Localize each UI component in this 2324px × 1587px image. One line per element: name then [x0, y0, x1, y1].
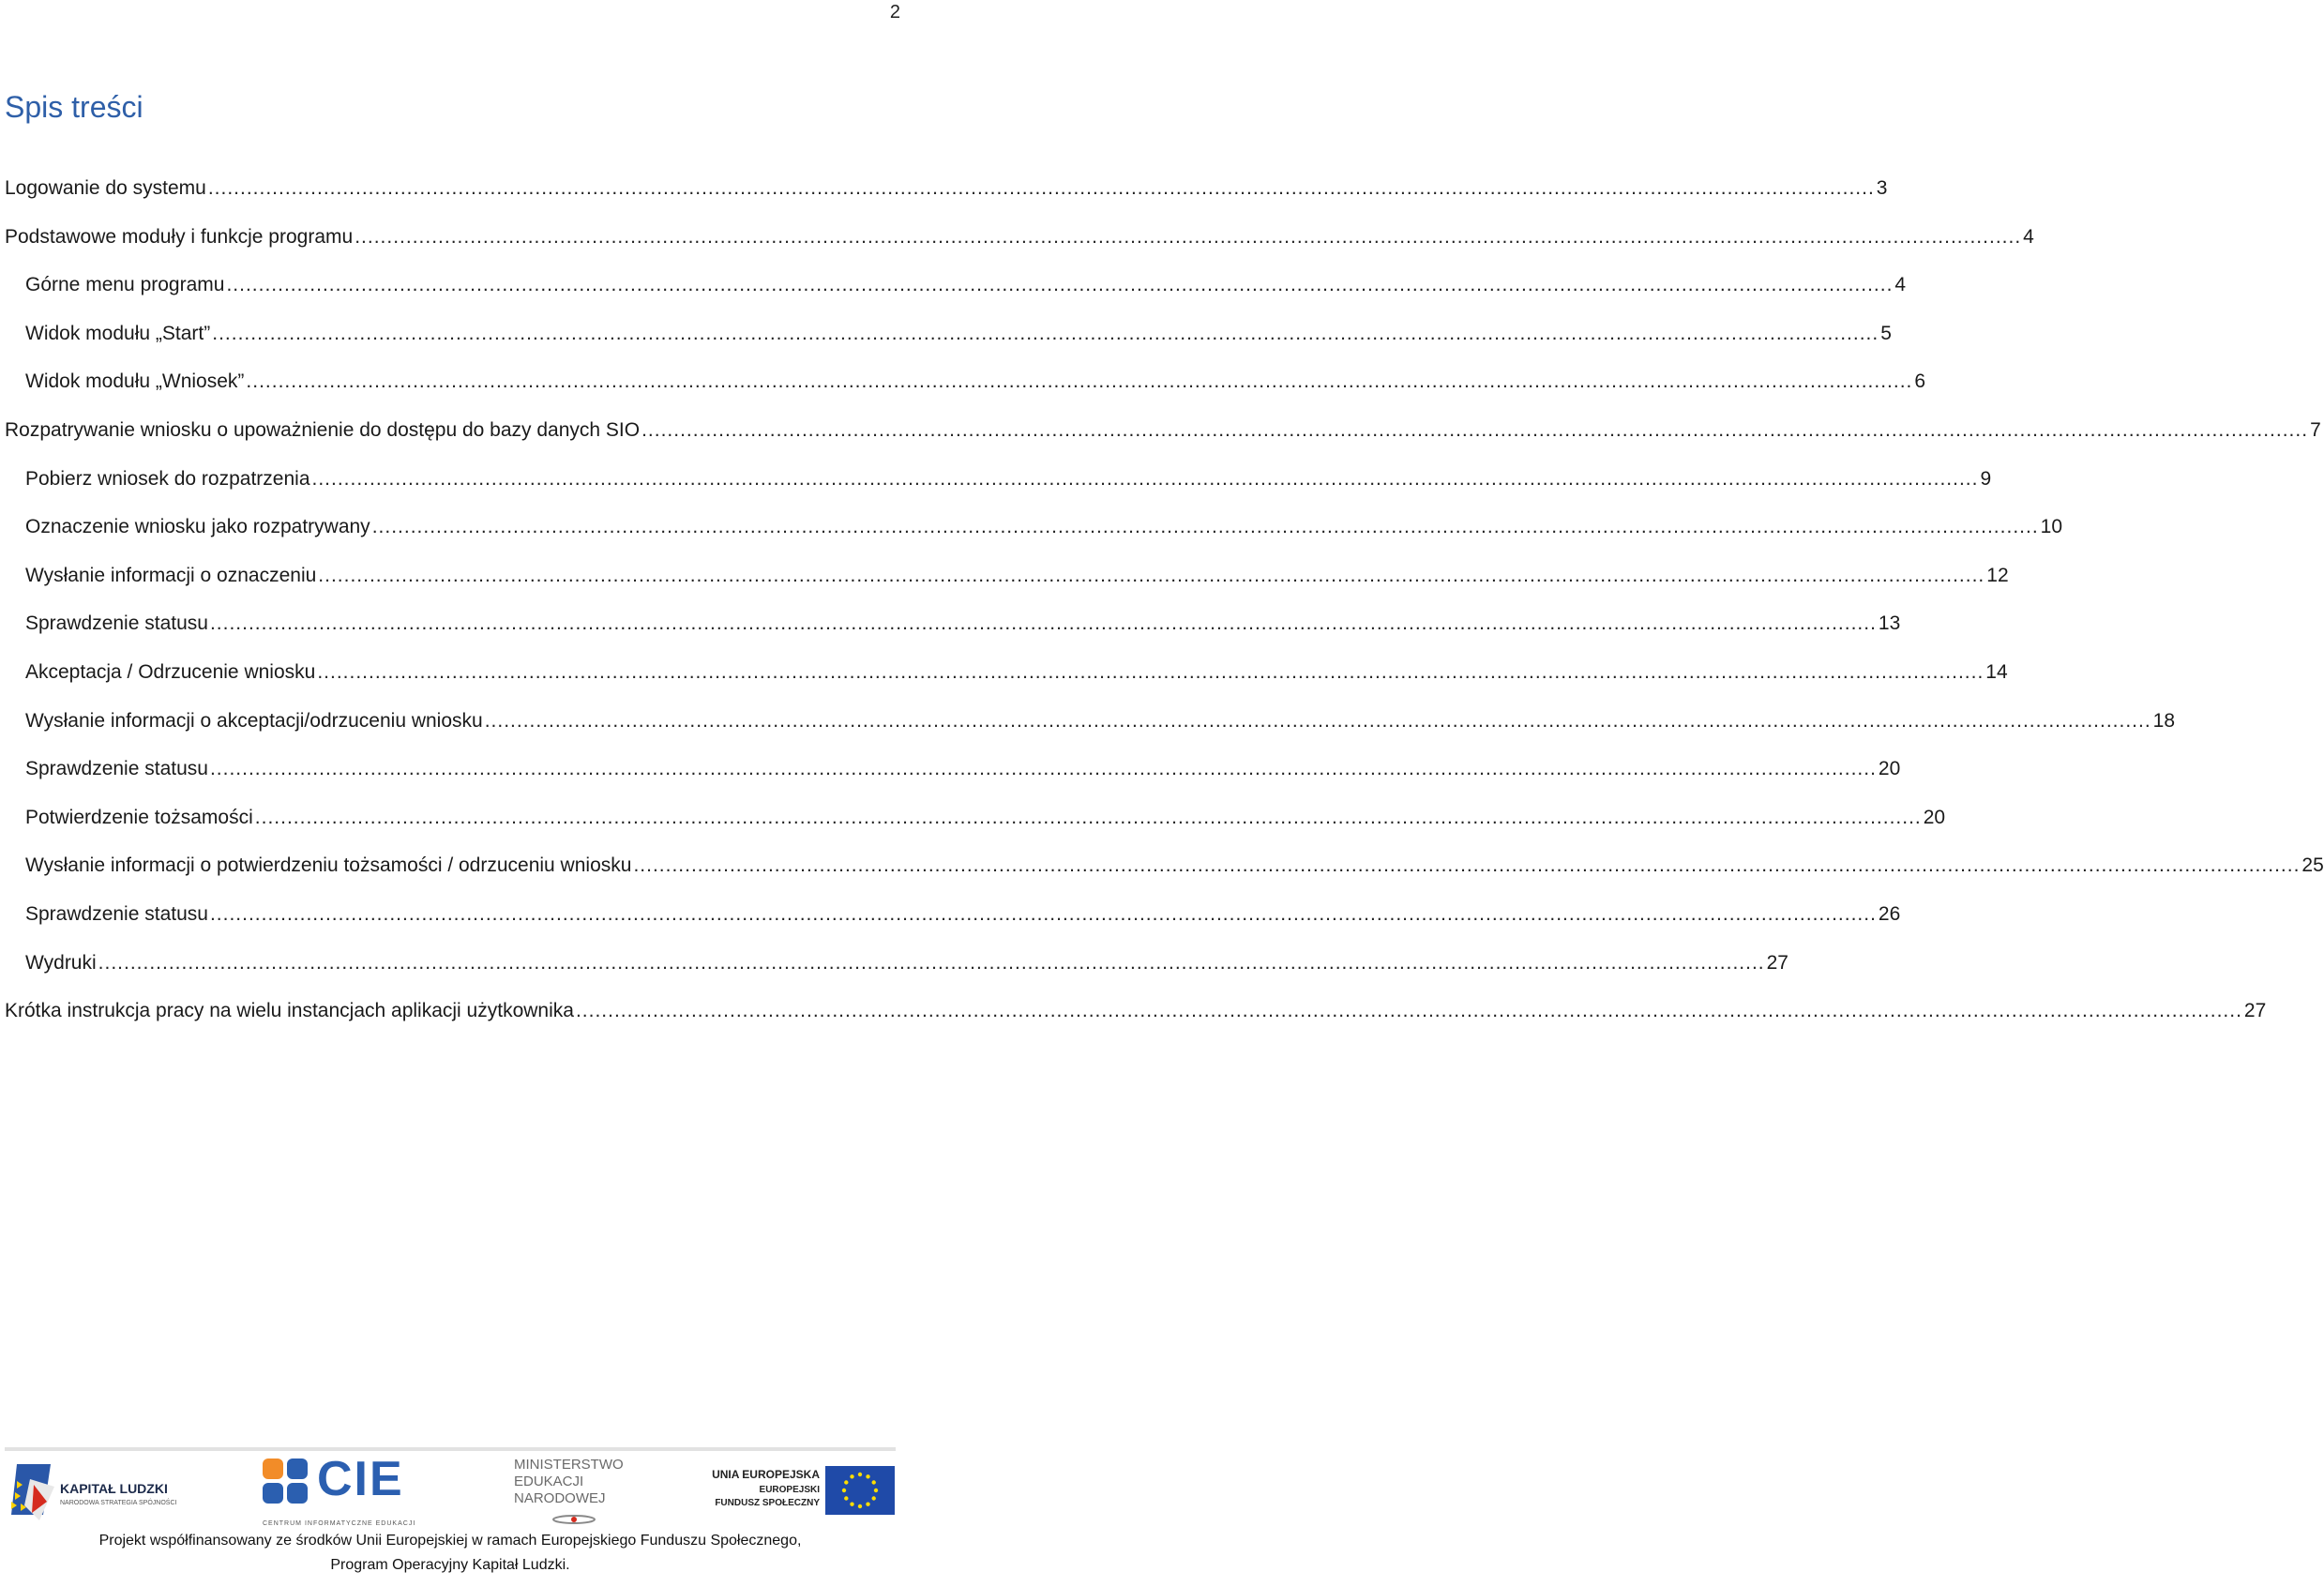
men-logo: [514, 1457, 655, 1535]
toc-dot-leader: ....................................................................................................................................................................................................................................................................: [633, 854, 2301, 877]
toc-entry-page: 25: [2301, 854, 2324, 877]
toc-entry-page: 20: [1878, 758, 1901, 780]
eu-line3: FUNDUSZ SPOŁECZNY: [715, 1498, 820, 1508]
toc-entry-title: Potwierdzenie tożsamości: [25, 799, 255, 837]
toc-entry-title: Akceptacja / Odrzucenie wniosku: [25, 654, 317, 691]
toc-dot-leader: ....................................................................................................................................................................................................................................................................: [98, 951, 1765, 974]
toc-entry-title: Rozpatrywanie wniosku o upoważnienie do dostępu do bazy danych SIO: [5, 412, 641, 449]
eu-star-icon: [844, 1496, 848, 1500]
cie-title: CIE: [317, 1452, 404, 1506]
toc-dot-leader: ....................................................................................................................................................................................................................................................................: [484, 709, 2151, 732]
toc-dot-leader: ....................................................................................................................................................................................................................................................................: [209, 758, 1877, 780]
toc-dot-leader: ....................................................................................................................................................................................................................................................................: [209, 612, 1877, 635]
cie-subtitle: CENTRUM INFORMATYCZNE EDUKACJI: [263, 1520, 416, 1527]
footer-line2: Program Operacyjny Kapitał Ludzki.: [330, 1557, 570, 1573]
toc-entry-page: 4: [2023, 225, 2034, 248]
footer-logos: [0, 1447, 900, 1541]
toc-entry-page: 20: [1923, 806, 1946, 828]
toc-dot-leader: ....................................................................................................................................................................................................................................................................: [318, 564, 1985, 586]
toc-entry-title: Wysłanie informacji o potwierdzeniu tożsamości / odrzuceniu wniosku: [25, 847, 633, 884]
toc-entry-title: Górne menu programu: [25, 266, 226, 304]
toc-entry-page: 27: [1766, 951, 1788, 974]
toc-entry-title: Wydruki: [25, 945, 98, 982]
cie-logo: [261, 1452, 448, 1535]
eu-flag-icon: [825, 1466, 895, 1515]
toc-dot-leader: ....................................................................................................................................................................................................................................................................: [254, 806, 1922, 828]
eu-star-icon: [866, 1503, 869, 1506]
toc-entry[interactable]: [0, 896, 1901, 945]
toc-title: Spis treści: [5, 90, 143, 124]
footer-line1: Projekt współfinansowany ze środków Unii Europejskiej w ramach Europejskiego Funduszu Społecznego,: [98, 1533, 802, 1549]
toc-dot-leader: ....................................................................................................................................................................................................................................................................: [246, 370, 1913, 393]
toc-entry-page: 18: [2152, 709, 2176, 732]
toc-entry[interactable]: [0, 945, 1788, 993]
toc-entry-title: Sprawdzenie statusu: [25, 605, 210, 642]
toc-entry[interactable]: [0, 508, 2063, 557]
toc-dot-leader: ....................................................................................................................................................................................................................................................................: [317, 660, 1984, 683]
eu-star-icon: [858, 1504, 862, 1508]
eu-logo: [698, 1462, 895, 1528]
toc-entry-title: Krótka instrukcja pracy na wielu instancjach aplikacji użytkownika: [5, 992, 576, 1030]
toc-entry-title: Podstawowe moduły i funkcje programu: [5, 219, 355, 256]
toc-entry-title: Wysłanie informacji o akceptacji/odrzuceniu wniosku: [25, 703, 485, 740]
toc-entry-page: 7: [2310, 418, 2321, 441]
toc-entry-page: 10: [2040, 516, 2063, 538]
eu-star-icon: [842, 1489, 846, 1492]
toc-entry[interactable]: [0, 363, 1926, 412]
toc-entry[interactable]: [0, 412, 2321, 461]
toc-dot-leader: ....................................................................................................................................................................................................................................................................: [355, 225, 2022, 248]
eu-star-icon: [866, 1474, 869, 1478]
men-line1: MINISTERSTWO: [514, 1457, 624, 1473]
toc-entry[interactable]: [0, 170, 1888, 219]
cie-emblem-icon: [261, 1457, 311, 1507]
eu-star-icon: [850, 1474, 853, 1478]
kapital-ludzki-emblem-icon: [8, 1459, 64, 1526]
toc-entry-title: Pobierz wniosek do rozpatrzenia: [25, 461, 312, 498]
toc-entry-page: 27: [2243, 1000, 2267, 1022]
toc-dot-leader: ....................................................................................................................................................................................................................................................................: [207, 177, 1875, 199]
table-of-contents: [0, 170, 2324, 1041]
men-mark-icon: [546, 1513, 602, 1526]
eu-star-icon: [874, 1489, 878, 1492]
toc-entry-page: 14: [1985, 660, 2008, 683]
footer-text: [0, 1529, 900, 1578]
toc-dot-leader: ....................................................................................................................................................................................................................................................................: [575, 1000, 2242, 1022]
kapital-ludzki-logo: [8, 1459, 195, 1526]
toc-entry[interactable]: [0, 461, 1992, 509]
men-line2: EDUKACJI: [514, 1474, 584, 1489]
toc-entry-page: 12: [1986, 564, 2009, 586]
toc-entry-page: 4: [1894, 274, 1907, 296]
toc-entry[interactable]: [0, 219, 2034, 267]
eu-line2: EUROPEJSKI: [759, 1485, 820, 1495]
toc-entry-title: Widok modułu „Wniosek”: [25, 363, 246, 401]
toc-dot-leader: ....................................................................................................................................................................................................................................................................: [371, 516, 2039, 538]
toc-entry-title: Logowanie do systemu: [5, 170, 208, 207]
toc-entry[interactable]: [0, 654, 2008, 703]
toc-entry[interactable]: [0, 750, 1901, 799]
kapital-ludzki-title: KAPITAŁ LUDZKI: [60, 1481, 168, 1496]
toc-entry-title: Widok modułu „Start”: [25, 315, 212, 353]
toc-entry[interactable]: [0, 799, 1946, 848]
eu-star-icon: [844, 1480, 848, 1484]
toc-entry-title: Wysłanie informacji o oznaczeniu: [25, 557, 318, 595]
page-number: 2: [889, 2, 900, 23]
toc-entry-page: 3: [1876, 177, 1888, 199]
toc-entry-title: Sprawdzenie statusu: [25, 896, 210, 933]
toc-entry[interactable]: [0, 992, 2267, 1041]
toc-entry-page: 6: [1914, 370, 1926, 393]
toc-entry-page: 13: [1878, 612, 1901, 635]
eu-star-icon: [858, 1473, 862, 1476]
toc-dot-leader: ....................................................................................................................................................................................................................................................................: [209, 902, 1877, 925]
toc-entry[interactable]: [0, 315, 1892, 364]
toc-entry-title: Oznaczenie wniosku jako rozpatrywany: [25, 508, 372, 546]
toc-dot-leader: ....................................................................................................................................................................................................................................................................: [212, 322, 1879, 344]
toc-entry-title: Sprawdzenie statusu: [25, 750, 210, 788]
toc-dot-leader: ....................................................................................................................................................................................................................................................................: [311, 467, 1979, 490]
toc-entry-page: 5: [1880, 322, 1892, 344]
kapital-ludzki-subtitle: NARODOWA STRATEGIA SPÓJNOŚCI: [60, 1500, 177, 1506]
eu-star-icon: [850, 1503, 853, 1506]
toc-entry-page: 9: [1980, 467, 1992, 490]
toc-dot-leader: ....................................................................................................................................................................................................................................................................: [226, 274, 1894, 296]
eu-line1: UNIA EUROPEJSKA: [712, 1468, 820, 1481]
eu-star-icon: [872, 1480, 876, 1484]
toc-entry[interactable]: [0, 557, 2009, 606]
toc-entry[interactable]: [0, 847, 2324, 896]
toc-dot-leader: ....................................................................................................................................................................................................................................................................: [641, 418, 2309, 441]
eu-star-icon: [872, 1496, 876, 1500]
toc-entry-page: 26: [1878, 902, 1901, 925]
toc-entry[interactable]: [0, 605, 1901, 654]
toc-entry[interactable]: [0, 703, 2176, 751]
men-line3: NARODOWEJ: [514, 1490, 606, 1506]
toc-entry[interactable]: [0, 266, 1907, 315]
